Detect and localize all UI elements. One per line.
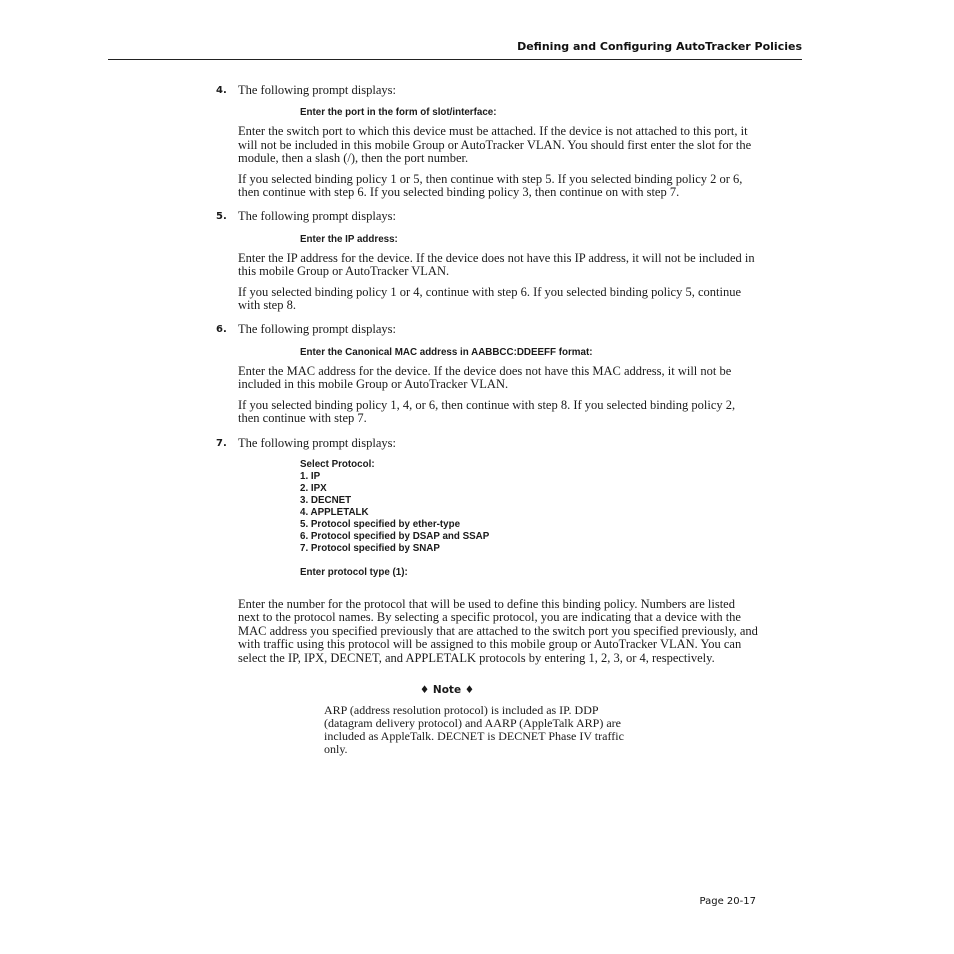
paragraph: Enter the MAC address for the device. If the device does not have this MAC address, it will not be included in this mobile Group or AutoTracker VLAN. (238, 363, 732, 392)
menu-item: 2. IPX (300, 482, 327, 494)
note-body: ARP (address resolution protocol) is included as IP. DDP (datagram delivery protocol) and AARP (AppleTalk ARP) are included as AppleTalk. DECNET is DECNET Phase IV traffic only. (324, 702, 624, 756)
step-number: 5. (216, 211, 227, 223)
note-title: ♦ Note ♦ (419, 683, 475, 696)
paragraph: Enter the switch port to which this device must be attached. If the device is not attached to this port, it will not be included in this mobile Group or AutoTracker VLAN. You should first enter the slot for the module, then a slash (/), then the port number. (238, 124, 752, 166)
step-number: 6. (216, 324, 227, 336)
step-intro: The following prompt displays: (238, 209, 396, 224)
step-number: 4. (216, 85, 227, 96)
protocol-menu (238, 459, 758, 555)
cli-prompt: Enter the port in the form of slot/interface: (300, 107, 497, 119)
step-5 (216, 209, 758, 224)
menu-item: 4. APPLETALK (300, 506, 369, 518)
menu-item: 3. DECNET (300, 494, 352, 506)
step-7 (216, 435, 758, 450)
running-header: Defining and Configuring AutoTracker Policies (517, 40, 802, 53)
step-number: 7. (216, 437, 227, 449)
step-intro: The following prompt displays: (238, 435, 396, 450)
cli-prompt: Enter the IP address: (300, 233, 398, 245)
paragraph: Enter the IP address for the device. If the device does not have this IP address, it will not be included in this mobile Group or AutoTracker VLAN. (238, 250, 755, 279)
paragraph: If you selected binding policy 1 or 4, continue with step 6. If you selected binding policy 5, continue with step 8. (238, 284, 742, 313)
menu-item: 5. Protocol specified by ether-type (300, 518, 461, 530)
menu-heading: Select Protocol: (300, 458, 375, 470)
page-number: Page 20-17 (699, 896, 756, 907)
page-content (216, 83, 758, 756)
header-divider (108, 59, 802, 60)
menu-item: 1. IP (300, 470, 321, 482)
cli-prompt: Enter protocol type (1): (300, 566, 408, 578)
paragraph: Enter the number for the protocol that will be used to define this binding policy. Numbers are listed next to the protocol names. By selecting a specific protocol, you are indicating that a device with the MAC address you specified previously that are attached to the switch port you specified previously, and with traffic using this protocol will be assigned to this mobile group or AutoTracker VLAN. You can select the IP, IPX, DECNET, and APPLETALK protocols by entering 1, 2, 3, or 4, respectively. (238, 596, 758, 665)
cli-prompt: Enter the Canonical MAC address in AABBCC:DDEEFF format: (300, 346, 593, 358)
step-6 (216, 322, 758, 337)
step-intro: The following prompt displays: (238, 83, 396, 97)
menu-item: 6. Protocol specified by DSAP and SSAP (300, 530, 490, 542)
step-intro: The following prompt displays: (238, 322, 396, 337)
step-4 (216, 83, 758, 97)
paragraph: If you selected binding policy 1 or 5, then continue with step 5. If you selected binding policy 2 or 6, then continue with step 6. If you selected binding policy 3, then continue on with step 7. (238, 171, 743, 200)
paragraph: If you selected binding policy 1, 4, or 6, then continue with step 8. If you selected binding policy 2, then continue with step 7. (238, 397, 736, 426)
menu-item: 7. Protocol specified by SNAP (300, 542, 440, 554)
